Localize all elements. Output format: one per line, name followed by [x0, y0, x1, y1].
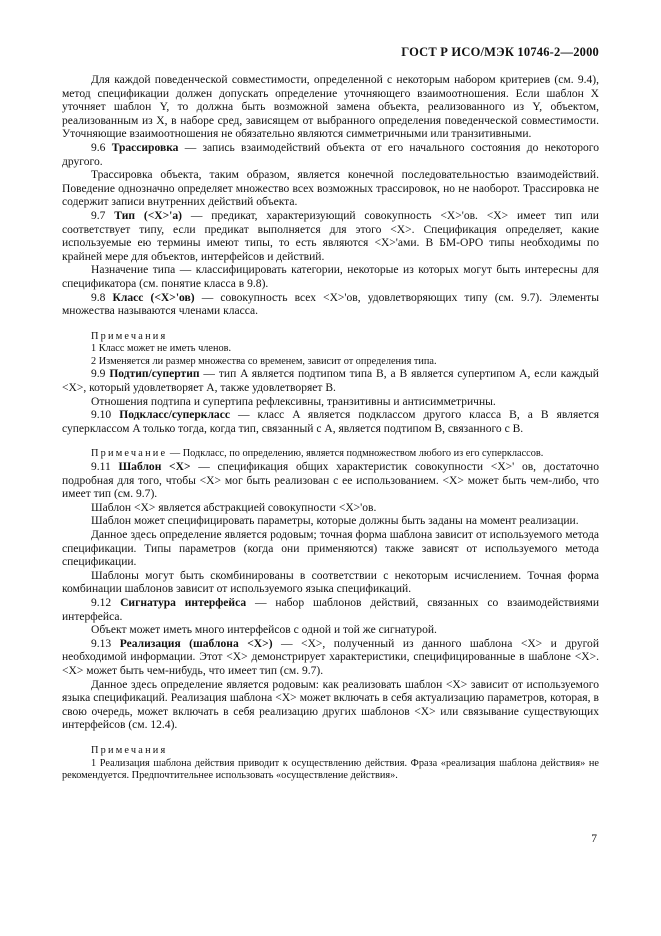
section-text: — <X>, полученный из данного шаблона <X> и другой необходимой информации. Этот <X> демонстрирует характеристики, специфицированные в шаблоне <X>. <X> может быть чем-нибудь, что имеет тип (см. 9.7).: [62, 637, 599, 677]
section-number: 9.6: [91, 141, 106, 154]
note-line: [62, 448, 599, 461]
note-item: 2 Изменяется ли размер множества со временем, зависит от определения типа.: [91, 355, 437, 367]
paragraph-instantiation-generic: Данное здесь определение является родовым: как реализовать шаблон <X> зависит от используемого языка спецификаций. Реализация шаблона <X> может включать в себя актуализацию параметров, которая, в свою очередь, может включать в себя реализацию других шаблонов <X> или связывание существующих интерфейсов (см. 12.4).: [62, 678, 599, 732]
section-text: — спецификация общих характеристик совокупности <X>' ов, достаточно подробная для того, чтобы <X> мог быть реализован с ее использованием. <X> может быть чем-либо, что имеет тип (см. 9.7).: [62, 461, 599, 501]
note-item: 1 Класс может не иметь членов.: [91, 343, 232, 355]
section-number: 9.11: [91, 461, 111, 474]
note-subclass: [62, 448, 599, 461]
term-template: Шаблон <X>: [118, 461, 191, 474]
term-class: Класс (<X>'ов): [112, 291, 195, 304]
paragraph-template-generic: Данное здесь определение является родовым; точная форма шаблона зависит от используемого метода спецификации. Типы параметров (когда они применяются) также зависят от используемого метода спецификации.: [62, 529, 599, 569]
section-text: — запись взаимодействий объекта от его начального состояния до некоторого другого.: [62, 141, 599, 168]
paragraph-interface-signature: Объект может иметь много интерфейсов с одной и той же сигнатурой.: [91, 624, 437, 637]
notes-title: Примечания: [91, 330, 168, 342]
section-9-10: [62, 409, 599, 436]
term-instantiation: Реализация (шаблона <X>): [119, 637, 273, 650]
section-number: 9.10: [91, 409, 112, 422]
page-number: 7: [591, 833, 597, 845]
paragraph-behavior-compatibility: Для каждой поведенческой совместимости, определенной с некоторым набором критериев (см. 9.4), метод спецификации должен допускать определение уточняющего взаимоотношения. Если шаблон X уточняет шаблон Y, то должна быть возможной замена объекта, реализованного из Y, объектом, реализованным из X, в наборе сред, зависящем от выбранного определения поведенческой совместимости. Уточняющие взаимоотношения не обязательно являются симметричными или транзитивными.: [62, 74, 599, 141]
section-text: — набор шаблонов действий, связанных со взаимодействиями интерфейса.: [62, 596, 599, 623]
paragraph-subtype-relations: Отношения подтипа и супертипа рефлексивны, транзитивны и антисимметричны.: [91, 395, 496, 408]
term-subtype-supertype: Подтип/супертип: [109, 368, 200, 381]
section-number: 9.9: [91, 368, 106, 381]
section-9-12: [62, 597, 599, 624]
section-9-7: [62, 210, 599, 264]
section-number: 9.12: [91, 596, 112, 609]
section-number: 9.13: [91, 637, 112, 650]
standard-header: ГОСТ Р ИСО/МЭК 10746-2—2000: [401, 45, 599, 59]
section-text: — совокупность всех <X>'ов, удовлетворяющих типу (см. 9.7). Элементы множества называются членами класса.: [62, 291, 599, 318]
term-tracing: Трассировка: [111, 141, 179, 154]
section-9-11: [62, 461, 599, 502]
section-text: — предикат, характеризующий совокупность <X>'ов. <X> имеет тип или соответствует типу, если предикат выполняется для этого <X>. Спецификация определяет, какие используемые ею термины имеют типы, то есть являются <X>'ами. В БМ-ОРО типы необходимы по крайней мере для объектов, интерфейсов и действий.: [62, 209, 599, 263]
notes-block-class: [62, 331, 599, 369]
section-9-13: [62, 638, 599, 679]
term-interface-signature: Сигнатура интерфейса: [120, 596, 247, 609]
note-item: 1 Реализация шаблона действия приводит к осуществлению действия. Фраза «реализация шаблона действия» не рекомендуется. Предпочтительнее использовать «осуществление действия».: [62, 757, 599, 782]
paragraph-template-abstraction: Шаблон <X> является абстракцией совокупности <X>'ов.: [91, 501, 377, 514]
section-number: 9.8: [91, 291, 106, 304]
notes-title: Примечания: [91, 744, 168, 756]
section-text: — тип A является подтипом типа B, а B является супертипом A, если каждый <X>, который удовлетворяет A, также удовлетворяет B.: [62, 368, 599, 395]
note-text: — Подкласс, по определению, является подмножеством любого из его суперклассов.: [167, 448, 544, 460]
section-text: — класс A является подклассом другого класса B, а B является суперклассом A только тогда, когда тип, связанный с A, является подтипом B, связанного с B.: [62, 409, 600, 435]
document-page: [62, 0, 599, 936]
paragraph-tracing-detail: Трассировка объекта, таким образом, является конечной последовательностью взаимодействий. Поведение однозначно определяет множество всех возможных трассировок, но не наоборот. Трассировка не содержит записи внутренних действий объекта.: [62, 169, 599, 209]
section-number: 9.7: [91, 209, 106, 222]
section-9-9: [62, 368, 599, 395]
paragraph-template-combination: Шаблоны могут быть скомбинированы в соответствии с некоторым исчислением. Точная форма комбинации шаблонов зависит от используемого языка спецификаций.: [62, 569, 599, 596]
section-9-8: [62, 292, 599, 319]
note-title: Примечание: [91, 448, 168, 460]
term-subclass-superclass: Подкласс/суперкласс: [119, 409, 230, 422]
paragraph-template-parameters: Шаблон может специфицировать параметры, которые должны быть заданы на момент реализации.: [91, 515, 579, 528]
term-type: Тип (<X>'а): [114, 209, 183, 222]
paragraph-type-purpose: Назначение типа — классифицировать категории, некоторые из которых могут быть интересны для спецификатора (см. понятие класса в 9.8).: [62, 264, 599, 290]
document-body: [62, 74, 599, 783]
section-9-6: [62, 142, 599, 169]
notes-block-instantiation: [62, 745, 599, 783]
